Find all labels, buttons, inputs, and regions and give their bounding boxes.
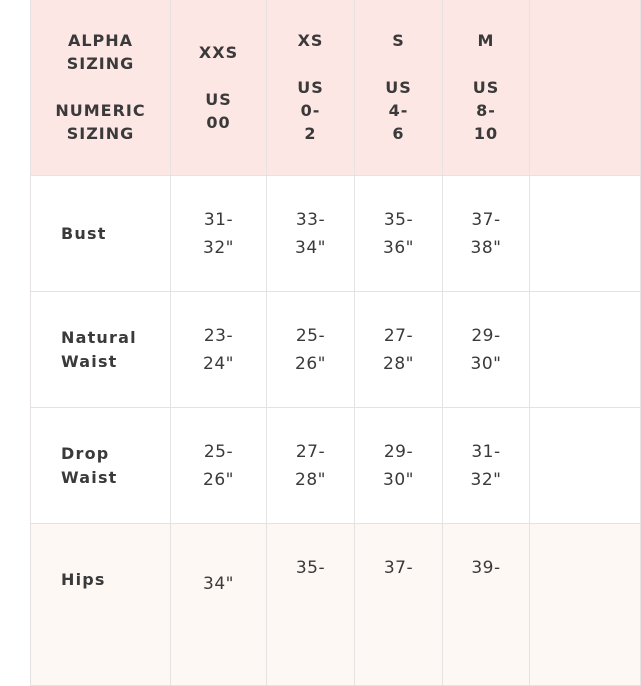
- table-cell: 37- 38": [443, 176, 530, 292]
- alpha-sizing-label: ALPHA SIZING: [66, 31, 135, 73]
- numeric-size: US 0- 2: [297, 78, 324, 143]
- table-cell: 27- 28": [355, 292, 443, 408]
- table-cell: 25- 26": [171, 408, 267, 524]
- table-cell: 29- 30": [443, 292, 530, 408]
- row-label: Natural Waist: [31, 292, 171, 408]
- alpha-size: S: [392, 31, 405, 50]
- table-cell-cut-off: [530, 524, 641, 686]
- table-cell: 35- 36": [355, 176, 443, 292]
- header-row: [31, 0, 641, 176]
- table-cell: 35-: [267, 524, 355, 686]
- table-cell: 25- 26": [267, 292, 355, 408]
- header-size-xxs: [171, 0, 267, 176]
- table-cell-cut-off: [530, 408, 641, 524]
- table-cell: 39-: [443, 524, 530, 686]
- header-size-s: [355, 0, 443, 176]
- alpha-size: XXS: [198, 42, 239, 62]
- numeric-size: US 8- 10: [472, 78, 500, 143]
- table-cell: 27- 28": [267, 408, 355, 524]
- table-cell: 29- 30": [355, 408, 443, 524]
- table-row: [31, 292, 641, 408]
- table-row: [31, 176, 641, 292]
- row-label: Hips: [31, 524, 171, 686]
- row-label: Bust: [31, 176, 171, 292]
- alpha-size: XS: [297, 31, 324, 50]
- table-row: [31, 524, 641, 686]
- table-row: [31, 408, 641, 524]
- table-cell: 33- 34": [267, 176, 355, 292]
- alpha-size: M: [477, 31, 495, 50]
- table-cell: 37-: [355, 524, 443, 686]
- header-corner-cell: [31, 0, 171, 176]
- table-cell-cut-off: [530, 176, 641, 292]
- header-size-xs: [267, 0, 355, 176]
- row-label: Drop Waist: [31, 408, 171, 524]
- numeric-sizing-label: NUMERIC SIZING: [55, 101, 146, 143]
- table-cell-cut-off: [530, 292, 641, 408]
- table-cell: 31- 32": [443, 408, 530, 524]
- table-cell: 34": [171, 524, 267, 686]
- table-cell: 23- 24": [171, 292, 267, 408]
- header-size-m: [443, 0, 530, 176]
- numeric-size: US 4- 6: [385, 78, 412, 143]
- numeric-size: US 00: [205, 89, 232, 132]
- size-chart-table: [30, 0, 641, 686]
- table-cell: 31- 32": [171, 176, 267, 292]
- header-size-cut-off: [530, 0, 641, 176]
